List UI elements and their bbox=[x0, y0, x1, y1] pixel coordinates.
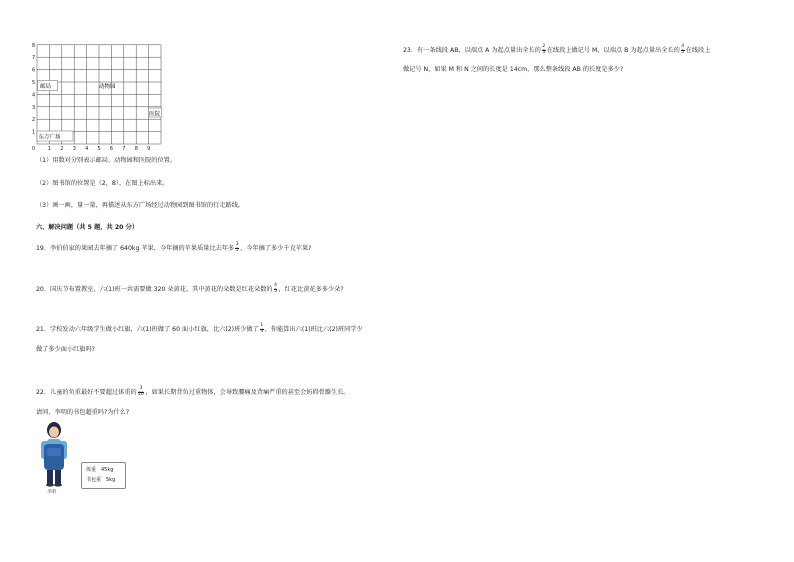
fraction-numerator: 1 bbox=[260, 323, 264, 328]
x-tick-label: 4 bbox=[85, 146, 89, 152]
problem-22-text-b: ，如果长期背负过重物体，会导致腰痛及背痛严重的甚至会妨碍骨骼生长。 bbox=[145, 389, 350, 397]
fraction bbox=[235, 243, 239, 253]
question-2: （2）图书馆的位置是（2，8），在图上标出来。 bbox=[36, 180, 169, 187]
problem-23-line-2: 做记号 N，如果 M 和 N 之间的长度是 14cm，那么整条线段 AB 的长度是多少? bbox=[403, 66, 624, 73]
fraction-numerator: 4 bbox=[274, 283, 277, 288]
y-tick-label: 6 bbox=[32, 67, 36, 74]
fraction-denominator: 20 bbox=[138, 391, 144, 397]
problem-21-text-b: ，你能算出六(1)班比六(2)班同学少 bbox=[264, 326, 363, 334]
problem-23 bbox=[403, 45, 710, 55]
zoo-label: 动物园 bbox=[99, 84, 116, 90]
problem-19-text-b: ，今年摘了多少千克苹果? bbox=[240, 245, 312, 253]
problem-19 bbox=[36, 243, 311, 253]
x-tick-label: 0 bbox=[32, 146, 36, 152]
fraction-numerator: 2 bbox=[542, 44, 546, 49]
fraction bbox=[274, 284, 278, 294]
fraction-numerator: 3 bbox=[139, 386, 143, 391]
fraction-numerator: 4 bbox=[681, 44, 685, 49]
x-tick-label: 1 bbox=[47, 146, 52, 152]
y-tick-label: 2 bbox=[32, 117, 36, 124]
fraction-denominator: 5 bbox=[681, 49, 685, 55]
problem-20-text-a: 20．国庆节布置教室，六(1)班一共需要做 320 朵黄花，其中黄花的朵数是红花朵数的 bbox=[36, 286, 273, 294]
y-tick-label: 3 bbox=[32, 104, 36, 111]
problem-22-text-a: 22．儿童的负重最好不要超过体重的 bbox=[36, 389, 137, 397]
x-tick-label: 2 bbox=[60, 146, 64, 152]
problem-20-text-b: ，红花比黄花多多少朵? bbox=[278, 286, 344, 294]
problem-21-line-2: 做了多少面小红旗吗? bbox=[36, 346, 95, 353]
body-weight: 体重 45kg bbox=[86, 467, 114, 473]
fraction-denominator: 4 bbox=[260, 328, 264, 334]
hospital-label: 医院 bbox=[149, 111, 161, 118]
problem-19-text-a: 19．李伯伯家的果园去年摘了 640kg 苹果，今年摘的苹果质量比去年多 bbox=[36, 245, 235, 253]
section-heading: 六、解决问题（共 5 题，共 20 分） bbox=[36, 224, 138, 231]
fraction bbox=[260, 324, 264, 334]
y-tick-label: 8 bbox=[32, 42, 36, 49]
x-tick-label: 9 bbox=[147, 146, 151, 152]
x-tick-label: 3 bbox=[72, 146, 76, 152]
fraction-denominator: 5 bbox=[235, 247, 239, 253]
problem-22-line-2: 请问，李明的书包超重吗?为什么? bbox=[36, 409, 130, 416]
question-1: （1）用数对分别表示邮局、动物园和医院的位置。 bbox=[36, 157, 177, 164]
problem-21 bbox=[36, 324, 363, 334]
problem-23-text-b: 在线段上做记号 M，以端点 B 为起点量出全长的 bbox=[546, 47, 680, 55]
problem-21-text-a: 21．学校发动六年级学生做小红旗，六(1)班做了 60 面小红旗，比六(2)班少做了 bbox=[36, 326, 259, 334]
question-3: （3）画一画，量一量，再描述从东方广场经过动物园到图书馆的行走路线。 bbox=[36, 202, 245, 209]
problem-23-text-c: 在线段上 bbox=[685, 47, 711, 55]
student-illustration bbox=[36, 420, 72, 496]
x-tick-label: 7 bbox=[122, 146, 126, 152]
problem-20 bbox=[36, 284, 344, 294]
fraction bbox=[542, 45, 546, 55]
bag-weight: 书包重 5kg bbox=[86, 477, 116, 483]
y-tick-label: 4 bbox=[32, 92, 36, 99]
post-office-label: 邮局 bbox=[40, 84, 52, 90]
weight-info-card bbox=[81, 462, 126, 489]
y-tick-label: 1 bbox=[32, 129, 36, 136]
x-tick-label: 6 bbox=[109, 146, 114, 152]
problem-23-text-a: 23．有一条线段 AB，以端点 A 为起点量出全长的 bbox=[403, 47, 541, 55]
x-tick-label: 8 bbox=[134, 146, 138, 152]
fraction-denominator: 3 bbox=[542, 49, 546, 55]
fraction bbox=[681, 45, 685, 55]
student-name: 李明 bbox=[47, 490, 56, 495]
problem-22 bbox=[36, 387, 350, 397]
fraction-denominator: 5 bbox=[274, 288, 277, 294]
fraction-numerator: 3 bbox=[235, 242, 239, 247]
square-label: 东方广场 bbox=[38, 134, 61, 141]
fraction bbox=[138, 387, 145, 397]
x-tick-label: 5 bbox=[97, 146, 101, 152]
y-tick-label: 7 bbox=[32, 55, 36, 62]
y-tick-label: 5 bbox=[32, 80, 36, 86]
